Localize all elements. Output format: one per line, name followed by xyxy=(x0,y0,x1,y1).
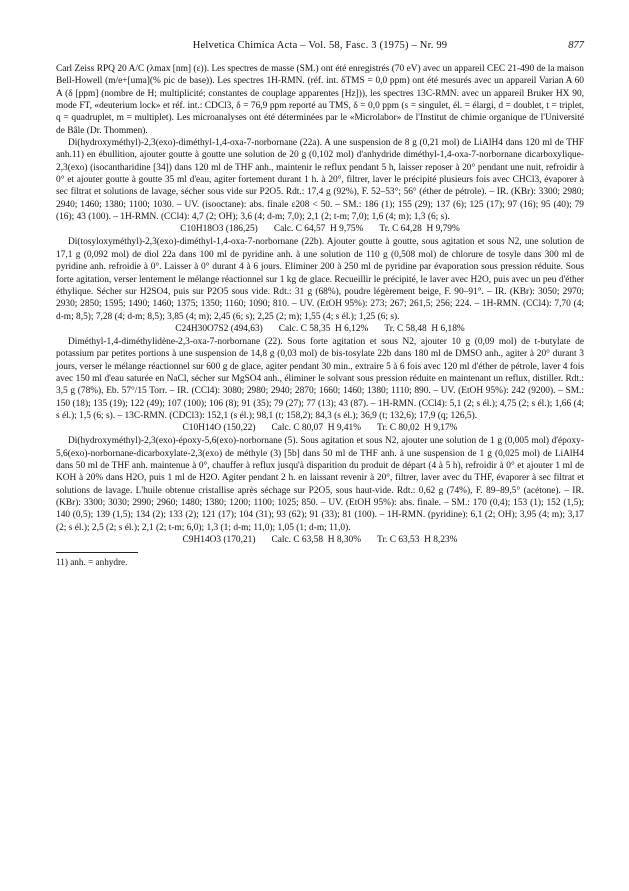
procedure-5: Di(hydroxyméthyl)-2,3(exo)-époxy-5,6(exo)-norbornane (5). Sous agitation et sous N2, ajouter une solution de 1 g (0,005 mol) d'époxy-5,6(exo)-norbornane-dicarboxylate-2,3(exo) de méthyle (3) [5b] dans 50 ml de THF anh. à une suspension de 1 g (0,025 mol) de LiAlH4 dans 50 ml de THF anh. maintenue à 0°, chauffer à reflux jusqu'à disparition du produit de départ (4 à 5 h), refroidir à 0° et ajouter 1 ml de KOH à 20% dans H2O, puis 1 ml de H2O. Agiter pendant 2 h. en laissant revenir à 20°, filtrer, laver avec du THF, évaporer à sec filtrat et solutions de lavage. L'huile obtenue cristallise après séchage sur P2O5, sous haut-vide. Rdt.: 0,62 g (74%), F. 89–89,5° (acétone). – IR. (KBr): 3300; 3030; 2990; 2960; 1480; 1380; 1200; 1100; 1025; 850. – UV. (EtOH 95%): abs. finale. – SM.: 170 (0,4); 153 (1); 152 (1,5); 140 (0,5); 139 (1,5); 134 (2); 133 (2); 121 (17); 104 (31); 93 (62); 91 (33); 81 (100). – 1H-RMN. (pyridine): 6,1 (2; OH); 3,95 (4; m); 3,17 (2; s él.); 2,5 (2; s él.); 2,1 (2; t-m; 6,0); 1,3 (1; d-m; 11,0); 1,05 (1; d-m; 11,0). xyxy=(56,436,584,533)
running-header xyxy=(56,40,584,51)
calculated-values: Calc. C 58,35 H 6,12% xyxy=(278,323,369,334)
procedure-22a: Di(hydroxyméthyl)-2,3(exo)-diméthyl-1,4-oxa-7-norbornane (22a). A une suspension de 8 g (0,21 mol) de LiAlH4 dans 120 ml de THF anh.11) en ébullition, ajouter goutte à goutte une solution de 20 g (0,102 mol) d'anhydride diméthyl-1,4-oxa-7-norbornane dicarboxylique-2,3(exo) (isocantharidine [34]) dans 120 ml de THF anh., maintenir le reflux pendant 5 h, laisser reposer à 20° pendant une nuit, refroidir à 0° et ajouter goutte à goutte 35 ml d'eau, agiter fortement durant 1 h. à 20°, filtrer, laver le précipité plusieurs fois avec CHCl3, évaporer à sec filtrat et solutions de lavage, sécher sous vide sur P2O5. Rdt.: 17,4 g (92%), F. 52–53°; 56° (éther de pétrole). – IR. (KBr): 3300; 2980; 2940; 1460; 1380; 1100; 1030. – UV. (isooctane): abs. finale ε208 < 50. – SM.: 186 (1); 155 (29); 137 (6); 125 (17); 97 (16); 95 (40); 79 (16); 43 (100). – 1H-RMN. (CCl4): 4,7 (2; OH); 3,6 (4; d-m; 7,0); 2,1 (2; t-m; 7,0); 1,6 (4; m); 1,3 (6; s). xyxy=(56,138,584,223)
page xyxy=(56,40,584,568)
found-values: Tr. C 64,28 H 9,79% xyxy=(379,224,460,235)
calculated-values: Calc. C 63,58 H 8,30% xyxy=(271,535,362,546)
elemental-analysis-5 xyxy=(56,534,584,547)
molecular-formula: C24H30O7S2 (494,63) xyxy=(175,323,263,334)
footnote-divider xyxy=(56,552,138,553)
calculated-values: Calc. C 80,07 H 9,41% xyxy=(271,423,362,434)
molecular-formula: C10H18O3 (186,25) xyxy=(180,224,258,235)
elemental-analysis-22 xyxy=(56,422,584,435)
elemental-analysis-22a xyxy=(56,223,584,236)
elemental-analysis-22b xyxy=(56,323,584,336)
procedure-22: Diméthyl-1,4-diméthylidène-2,3-oxa-7-norbornane (22). Sous forte agitation et sous N2, ajouter 10 g (0,09 mol) de t-butylate de potassium par petites portions à une suspension de 14,8 g (0,03 mol) de bis-tosylate 22b dans 180 ml de DMSO anh., agiter à 20° durant 3 jours, verser le mélange réactionnel sur 600 g de glace, agiter pendant 30 min., extraire 5 à 6 fois avec 120 ml d'éther de pétrole, laver 4 fois avec 150 ml d'eau saturée en NaCl, sécher sur MgSO4 anh., éliminer le solvant sous pression réduite en maintenant un reflux, distiller. Rdt.: 3,5 g (78%), Eb. 57°/15 Torr. – IR. (CCl4): 3080; 2980; 2940; 2870; 1660; 1460; 1380; 1110; 890. – UV. (EtOH 95%): 242 (9200). – SM.: 150 (18); 135 (19); 122 (49); 107 (100); 106 (8); 91 (35); 79 (27); 77 (13); 43 (87). – 1H-RMN. (CCl4): 5,1 (2; s él.); 4,75 (2; s él.); 1,66 (4; s él.); 1,5 (6; s). – 13C-RMN. (CDCl3): 152,1 (s él.); 98,1 (t; 158,2); 84,3 (s él.); 36,9 (t; 132,6); 17,9 (q; 126,5). xyxy=(56,336,584,421)
journal-header: Helvetica Chimica Acta – Vol. 58, Fasc. 3 (1975) – Nr. 99 xyxy=(192,40,448,51)
molecular-formula: C10H14O (150,22) xyxy=(182,423,256,434)
found-values: Tr. C 58,48 H 6,18% xyxy=(384,323,465,334)
footnote: 11) anh. = anhydre. xyxy=(56,557,128,568)
calculated-values: Calc. C 64,57 H 9,75% xyxy=(273,224,364,235)
found-values: Tr. C 63,53 H 8,23% xyxy=(377,535,458,546)
procedure-22b: Di(tosyloxyméthyl)-2,3(exo)-diméthyl-1,4-oxa-7-norbornane (22b). Ajouter goutte à goutte, sous agitation et sous N2, une solution de 17,1 g (0,092 mol) de diol 22a dans 100 ml de pyridine anh. à une solution de 110 g (0,508 mol) de chlorure de tosyle dans 300 ml de pyridine anh. refroidie à 0°. Laisser à 0° durant 4 à 6 jours. Eliminer 200 à 250 ml de pyridine par évaporation sous pression réduite. Sous forte agitation, verser lentement le mélange réactionnel sur 1 kg de glace. Recueillir le précipité, le laver avec H2O, puis avec un peu d'éther éthylique. Sécher sur H2SO4, puis sur P2O5 sous vide. Rdt.: 31 g (68%), poudre légèrement beige, F. 90–91°. – IR. (KBr): 3050; 2970; 2930; 2850; 1595; 1490; 1460; 1375; 1350; 1160; 1090; 810. – UV. (EtOH 95%): 273; 267; 261,5; 256; 224. – 1H-RMN. (CCl4): 7,70 (4; d-m; 8,5); 7,28 (4; d-m; 8,5); 3,85 (4; m); 2,45 (6; s); 2,25 (2; m); 1,55 (4; s él.); 1,25 (6; s). xyxy=(56,237,584,322)
found-values: Tr. C 80,02 H 9,17% xyxy=(377,423,458,434)
molecular-formula: C9H14O3 (170,21) xyxy=(182,535,256,546)
methods-paragraph: Carl Zeiss RPQ 20 A/C (λmax [nm] (ε)). Les spectres de masse (SM.) ont été enregistrés (70 eV) avec un appareil CEC 21-490 de la maison Bell-Howell (m/e+[uma](% pic de base)). Les spectres 1H-RMN. (réf. int. δTMS = 0,0 ppm) ont été mesurés avec un appareil Varian A 60 A (δ [ppm] (nombre de H; multiplicité; constantes de couplage apparentes [Hz])), les spectres 13C-RMN. avec un appareil Bruker HX 90, mode FT, «deuterium lock» et réf. int.: CDCl3, δ = 76,9 ppm reporté au TMS, δ = 0,0 ppm (s = singulet, él. = élargi, d = doublet, t = triplet, q = quadruplet, m = multiplet). Les microanalyses ont été déterminées par le «Microlabor» de l'Institut de chimie organique de l'Université de Bâle (Dr. Thommen). xyxy=(56,64,584,136)
page-number: 877 xyxy=(568,40,584,51)
